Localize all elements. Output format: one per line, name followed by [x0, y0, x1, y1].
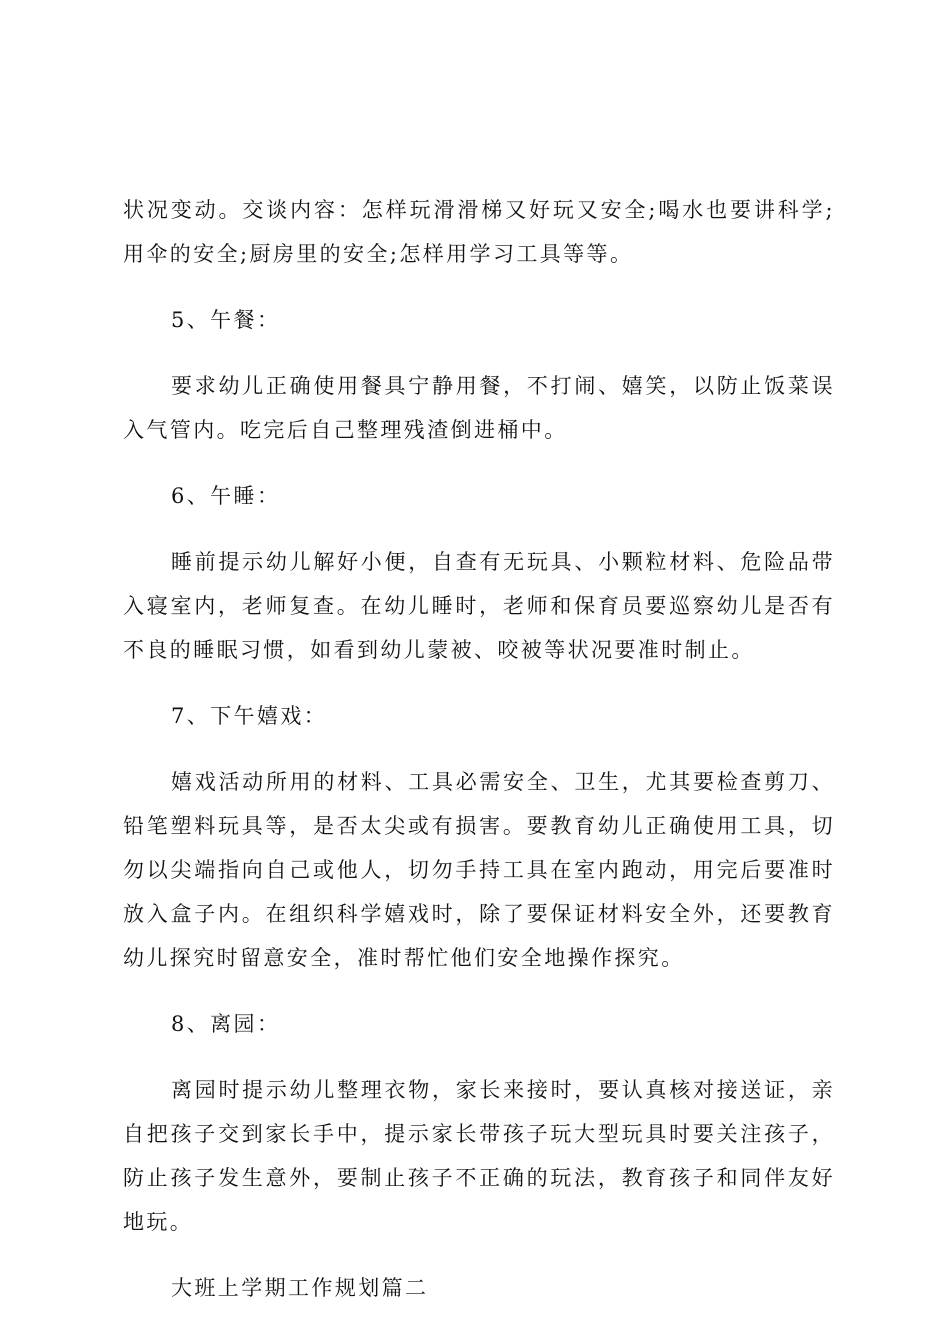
document-body — [123, 188, 835, 1332]
section-heading-lunch: 5、午餐： — [171, 308, 281, 332]
section-heading-afternoon-play: 7、下午嬉戏： — [171, 704, 328, 728]
paragraph-afternoon-play: 嬉戏活动所用的材料、工具必需安全、卫生，尤其要检查剪刀、铅笔塑料玩具等，是否太尖或有损害。要教育幼儿正确使用工具，切勿以尖端指向自己或他人，切勿手持工具在室内跑动，用完后要准时放入盒子内。在组织科学嬉戏时，除了要保证材料安全外，还要教育幼儿探究时留意安全，准时帮忙他们安全地操作探究。 — [123, 770, 835, 970]
paragraph-continuation: 状况变动。交谈内容：怎样玩滑滑梯又好玩又安全;喝水也要讲科学;用伞的安全;厨房里的安全;怎样用学习工具等等。 — [123, 198, 835, 266]
paragraph-lunch: 要求幼儿正确使用餐具宁静用餐，不打闹、嬉笑，以防止饭菜误入气管内。吃完后自己整理残渣倒进桶中。 — [123, 374, 835, 442]
paragraph-nap: 睡前提示幼儿解好小便，自查有无玩具、小颗粒材料、危险品带入寝室内，老师复查。在幼儿睡时，老师和保育员要巡察幼儿是否有不良的睡眠习惯，如看到幼儿蒙被、咬被等状况要准时制止。 — [123, 550, 835, 662]
next-part-title: 大班上学期工作规划篇二 — [171, 1276, 429, 1300]
section-heading-leaving: 8、离园： — [171, 1012, 281, 1036]
section-heading-nap: 6、午睡： — [171, 484, 281, 508]
paragraph-leaving: 离园时提示幼儿整理衣物，家长来接时，要认真核对接送证，亲自把孩子交到家长手中，提示家长带孩子玩大型玩具时要关注孩子，防止孩子发生意外，要制止孩子不正确的玩法，教育孩子和同伴友好地玩。 — [123, 1078, 835, 1234]
